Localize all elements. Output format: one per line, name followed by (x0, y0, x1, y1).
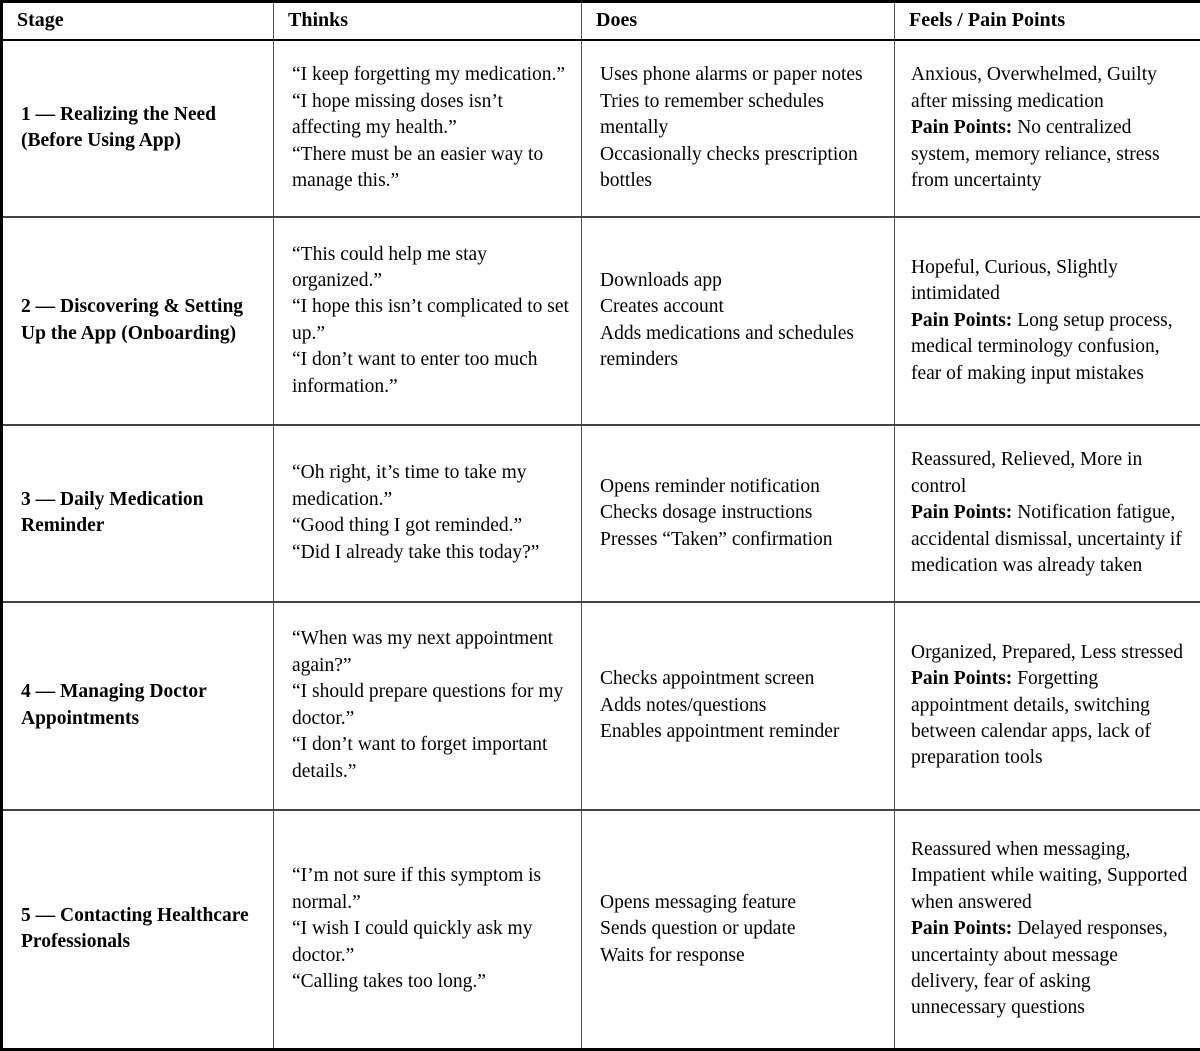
pain-points-text: Forgetting appointment details, switching between calendar apps, lack of preparation tools (911, 668, 1151, 769)
does-line: Adds notes/questions (600, 694, 767, 716)
does-line: Occasionally checks prescription bottles (600, 143, 858, 192)
pain-points-label: Pain Points: (911, 117, 1013, 139)
does-cell (582, 810, 895, 1050)
does-cell (582, 425, 895, 602)
stage-cell: 2 — Discovering & Setting Up the App (Onboarding) (2, 217, 274, 425)
does-line: Creates account (600, 296, 724, 318)
table-row (2, 40, 1200, 217)
feels-text: Anxious, Overwhelmed, Guilty after missing medication (911, 64, 1157, 112)
does-line: Adds medications and schedules reminders (600, 322, 854, 371)
thinks-line: “Oh right, it’s time to take my medication.” (292, 462, 527, 510)
header-row (2, 2, 1200, 41)
thinks-line: “When was my next appointment again?” (292, 628, 554, 676)
feels-text: Hopeful, Curious, Slightly intimidated (911, 256, 1118, 305)
stage-cell: 4 — Managing Doctor Appointments (2, 602, 274, 810)
feels-cell (895, 217, 1200, 425)
thinks-cell (274, 602, 582, 810)
does-line: Downloads app (600, 270, 722, 292)
does-line: Uses phone alarms or paper notes (600, 64, 863, 86)
pain-points-text: Long setup process, medical terminology confusion, fear of making input mistakes (911, 309, 1173, 384)
thinks-cell (274, 217, 582, 425)
table-row (2, 602, 1200, 810)
thinks-cell (274, 810, 582, 1050)
thinks-line: “I’m not sure if this symptom is normal.” (292, 865, 542, 913)
column-header-feels: Feels / Pain Points (895, 2, 1200, 41)
table-row (2, 810, 1200, 1050)
table-header (2, 2, 1200, 41)
does-line: Waits for response (600, 944, 745, 966)
thinks-line: “This could help me stay organized.” (292, 243, 487, 292)
thinks-line: “I hope missing doses isn’t affecting my health.” (292, 90, 503, 139)
table-row (2, 217, 1200, 425)
feels-cell (895, 40, 1200, 217)
thinks-line: “I should prepare questions for my doctor.” (292, 681, 564, 729)
thinks-line: “Did I already take this today?” (292, 541, 540, 563)
pain-points-label: Pain Points: (911, 309, 1013, 331)
does-line: Checks appointment screen (600, 668, 815, 690)
does-cell (582, 40, 895, 217)
table-row (2, 425, 1200, 602)
stage-cell: 3 — Daily Medication Reminder (2, 425, 274, 602)
pain-points-text: Notification fatigue, accidental dismissal, uncertainty if medication was already taken (911, 502, 1182, 576)
feels-cell (895, 810, 1200, 1050)
feels-text: Reassured, Relieved, More in control (911, 449, 1143, 497)
does-line: Checks dosage instructions (600, 502, 813, 524)
stage-cell: 1 — Realizing the Need (Before Using App) (2, 40, 274, 217)
pain-points-label: Pain Points: (911, 918, 1013, 940)
does-line: Presses “Taken” confirmation (600, 528, 833, 550)
thinks-line: “Good thing I got reminded.” (292, 515, 523, 537)
column-header-stage: Stage (2, 2, 274, 41)
thinks-line: “I hope this isn’t complicated to set up.” (292, 296, 569, 344)
stage-cell: 5 — Contacting Healthcare Professionals (2, 810, 274, 1050)
thinks-line: “Calling takes too long.” (292, 971, 486, 992)
thinks-cell (274, 425, 582, 602)
thinks-cell (274, 40, 582, 217)
does-cell (582, 602, 895, 810)
thinks-line: “I keep forgetting my medication.” (292, 64, 566, 86)
column-header-thinks: Thinks (274, 2, 582, 41)
pain-points-text: No centralized system, memory reliance, stress from uncertainty (911, 117, 1160, 192)
does-cell (582, 217, 895, 425)
feels-text: Reassured when messaging, Impatient while waiting, Supported when answered (911, 838, 1188, 913)
does-line: Enables appointment reminder (600, 720, 840, 742)
does-line: Opens messaging feature (600, 891, 797, 913)
pain-points-label: Pain Points: (911, 668, 1013, 690)
thinks-line: “I don’t want to enter too much information.” (292, 349, 538, 397)
feels-text: Organized, Prepared, Less stressed (911, 641, 1184, 663)
column-header-does: Does (582, 2, 895, 41)
thinks-line: “I wish I could quickly ask my doctor.” (292, 918, 533, 966)
thinks-line: “There must be an easier way to manage this.” (292, 143, 544, 192)
pain-points-text: Delayed responses, uncertainty about message delivery, fear of asking unnecessary questions (911, 918, 1168, 1019)
thinks-line: “I don’t want to forget important details.” (292, 734, 548, 782)
does-line: Opens reminder notification (600, 475, 820, 497)
pain-points-label: Pain Points: (911, 502, 1013, 524)
feels-cell (895, 602, 1200, 810)
does-line: Tries to remember schedules mentally (600, 90, 825, 139)
feels-cell (895, 425, 1200, 602)
does-line: Sends question or update (600, 918, 796, 940)
table-body (2, 40, 1200, 1050)
